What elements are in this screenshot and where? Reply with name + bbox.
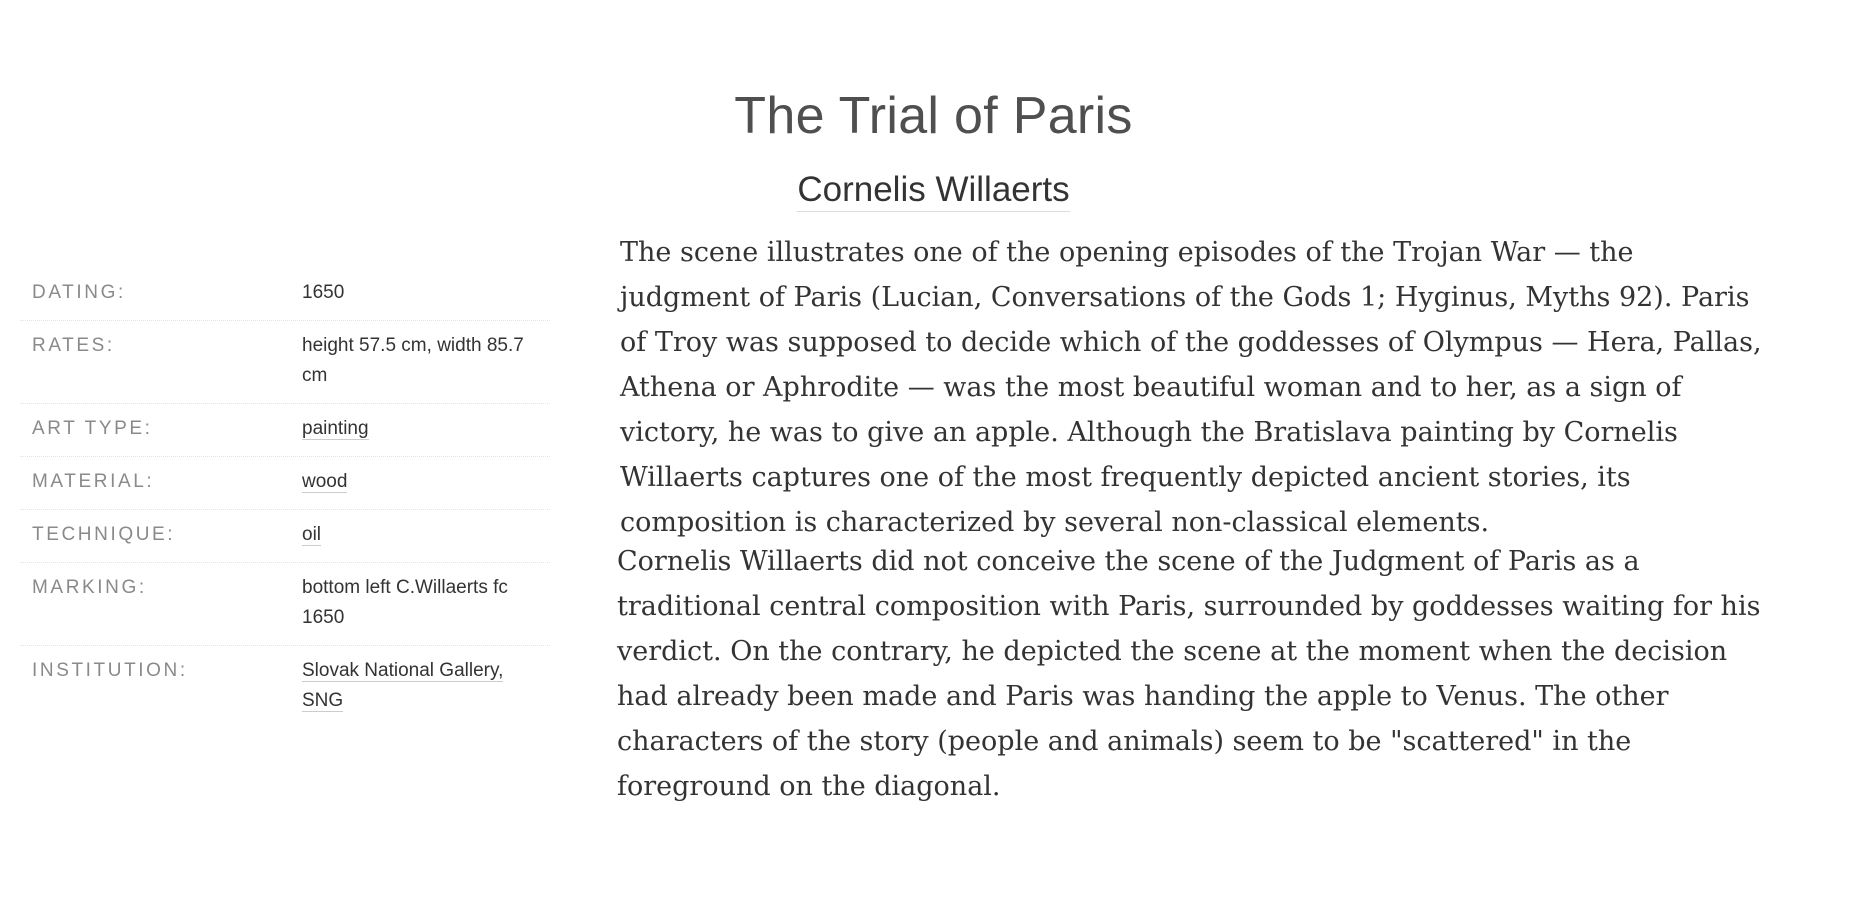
- technique-link[interactable]: oil: [302, 524, 322, 545]
- page-title: The Trial of Paris: [734, 87, 1133, 145]
- description-paragraph-1: The scene illustrates one of the opening episodes of the Trojan War — the judgment of Paris (Lucian, Conversations of the Gods 1; Hyginus, Myths 92). Paris of Troy was supposed to decide which of the goddesses of Olympus — Hera, Pallas, Athena or Aphrodite — was the most beautiful woman and to her, as a sign of victory, he was to give an apple. Although the Bratislava painting by Cornelis Willaerts captures one of the most frequently depicted ancient stories, its composition is characterized by several non-classical elements.: [620, 237, 1762, 538]
- detail-row-material: [20, 457, 550, 510]
- detail-row-art-type: [20, 404, 550, 457]
- material-label: MATERIAL:: [32, 471, 155, 492]
- art-type-link[interactable]: painting: [302, 418, 369, 439]
- artwork-details-table: [20, 268, 550, 728]
- marking-value: bottom left C.Willaerts fc 1650: [302, 577, 508, 628]
- art-type-label: ART TYPE:: [32, 418, 153, 439]
- dating-label: DATING:: [32, 282, 126, 303]
- rates-value: height 57.5 cm, width 85.7 cm: [302, 335, 524, 386]
- detail-row-rates: [20, 321, 550, 404]
- technique-label: TECHNIQUE:: [32, 524, 176, 545]
- marking-label: MARKING:: [32, 577, 147, 598]
- material-link[interactable]: wood: [302, 471, 348, 492]
- artwork-description: [617, 230, 1770, 809]
- author-link[interactable]: Cornelis Willaerts: [797, 170, 1069, 212]
- detail-row-technique: [20, 510, 550, 563]
- rates-label: RATES:: [32, 335, 115, 356]
- material-value: [302, 467, 542, 497]
- detail-row-institution: [20, 646, 550, 728]
- institution-link[interactable]: Slovak National Gallery, SNG: [302, 660, 504, 711]
- detail-row-marking: [20, 563, 550, 646]
- author-container: [0, 170, 1867, 210]
- description-paragraph-2: Cornelis Willaerts did not conceive the scene of the Judgment of Paris as a traditional central composition with Paris, surrounded by goddesses waiting for his verdict. On the contrary, he depicted the scene at the moment when the decision had already been made and Paris was handing the apple to Venus. The other characters of the story (people and animals) seem to be "scattered" in the foreground on the diagonal.: [617, 546, 1761, 802]
- dating-value: 1650: [302, 282, 345, 303]
- institution-value: [302, 656, 542, 716]
- technique-value: [302, 520, 542, 550]
- art-type-value: [302, 414, 542, 444]
- detail-row-dating: [20, 268, 550, 321]
- institution-label: INSTITUTION:: [32, 660, 188, 681]
